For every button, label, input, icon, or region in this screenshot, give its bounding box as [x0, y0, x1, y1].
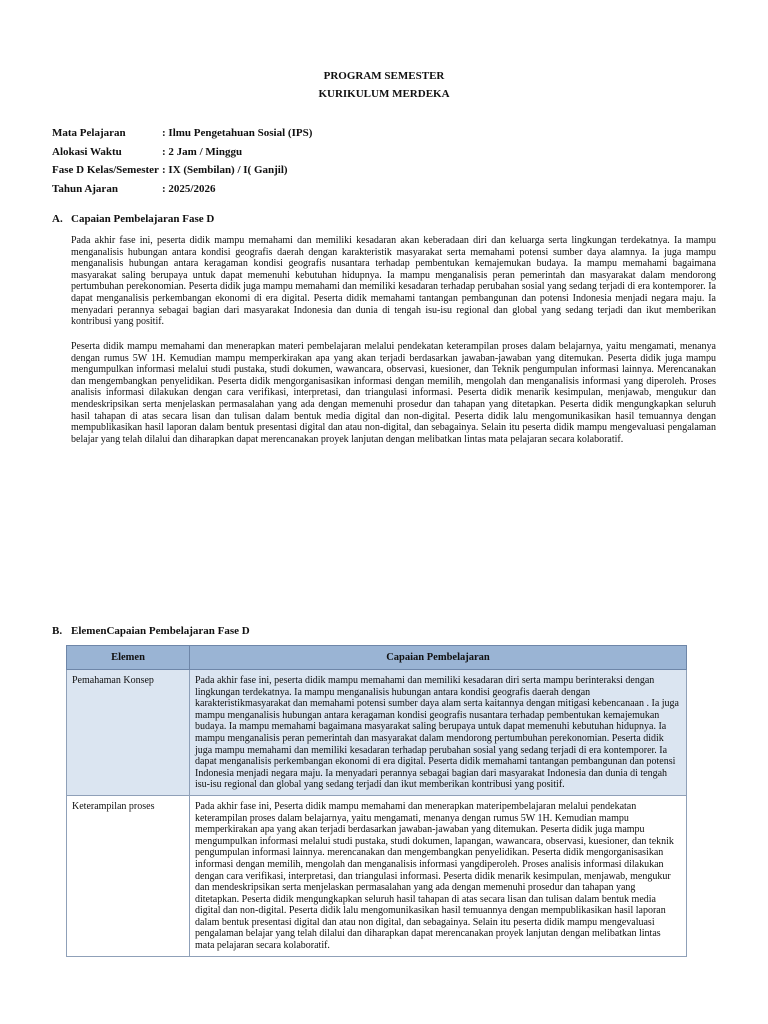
info-value: : Ilmu Pengetahuan Sosial (IPS) [162, 127, 313, 139]
capaian-table [66, 645, 687, 957]
info-row-alokasi-waktu [52, 143, 312, 162]
info-row-fase-kelas-semester [52, 161, 312, 180]
info-label: Mata Pelajaran [52, 127, 126, 139]
table-row [67, 670, 687, 796]
section-number: A. [52, 213, 63, 225]
info-block [52, 124, 312, 198]
document-title: PROGRAM SEMESTER [323, 70, 445, 82]
table-row [67, 795, 687, 956]
table-header-row [67, 646, 687, 670]
section-a-paragraph-2: Peserta didik mampu memahami dan menerapkan materi pembelajaran melalui pendekatan keterampilan proses dalam belajarnya, yaitu mengamati, menanya dengan rumus 5W 1H. Kemudian mampu memperkirakan apa yang akan terjadi berdasarkan jawaban-jawaban yang ditemukan. Peserta didik juga mampu mengumpulkan informasi melalui studi pustaka, studi dokumen, wawancara, observasi, kuesioner, dan Teknik pengumpulan informasi lainnya. Merencanakan dan mengembangkan penyelidikan. Peserta didik mengorganisasikan informasi dengan memilih, mengolah dan menganalisis informasi yang diperoleh. Proses analisis informasi dilakukan dengan cara verifikasi, interpretasi, dan triangulasi informasi. Peserta didik menarik kesimpulan, menjawab, mengukur dan mendeskripsikan serta menjelaskan permasalahan yang ada dengan memenuhi prosedur dan tahapan yang ditetapkan. Peserta didik mengungkapkan seluruh hasil tahapan di atas secara lisan dan tulisan dalam bentuk media digital dan non-digital. Peserta didik lalu mengomunikasikan hasil temuannya dengan mempublikasikan hasil laporan dalam bentuk presentasi digital dan atau non-digital, dan sebagainya. Selain itu peserta didik mampu mengevaluasi pengalaman belajar yang telah dilalui dan diharapkan dapat merencanakan proyek lanjutan dengan melibatkan lintas mata pelajaran secara kolaboratif. [71, 341, 716, 445]
elemen-cell: Pemahaman Konsep [67, 670, 190, 796]
info-value: : 2 Jam / Minggu [162, 145, 243, 158]
section-title: ElemenCapaian Pembelajaran Fase D [71, 625, 250, 637]
section-b-heading [52, 625, 250, 637]
capaian-cell: Pada akhir fase ini, Peserta didik mampu memahami dan menerapkan materipembelajaran melalui pendekatan keterampilan proses dalam belajarnya, yaitu mengamati, menanya dengan rumus 5W 1H. Kemudian mampu memperkirakan apa yang akan terjadi berdasarkan jawaban-jawaban yang ditemukan. Peserta didik juga mampu mengumpulkan informasi melalui studi pustaka, studi dokumen, lapangan, wawancara, observasi, kuesioner, dan teknik pengumpulan informasi lainnya. merencanakan dan mengembangkan penyelidikan. Peserta didik mengorganisasikan informasi dengan memilih, mengolah dan menganalisis informasi yangdiperoleh. Proses analisis informasi dilakukan dengan cara verifikasi, interpretasi, dan triangulasi informasi. Peserta didik menarik kesimpulan, menjawab, mengukur dan mendeskripsikan serta menjelaskan permasalahan yang ada dengan memenuhi prosedur dan tahapan yang ditetapkan. Peserta didik mengungkapkan seluruh hasil tahapan di atas secara lisan dan tulisan dalam bentuk media digital dan non-digital. Peserta didik lalu mengomunikasikan hasil temuannya dengan mempublikasikan hasil laporan dalam bentuk presentasi digital dan atau non digital, dan sebagainya. Selain itu peserta didik mampu mengevaluasi pengalaman belajar yang telah dilalui dan diharapkan dapat merencanakan proyek lanjutan dengan melibatkan lintas mata pelajaran secara kolaboratif. [190, 795, 687, 956]
section-a-heading [52, 213, 214, 225]
column-header-elemen: Elemen [67, 646, 190, 670]
info-row-tahun-ajaran [52, 180, 312, 199]
capaian-cell: Pada akhir fase ini, peserta didik mampu memahami dan memiliki kesadaran diri serta mampu berinteraksi dengan lingkungan terdekatnya. Ia mampu menganalisis hubungan antara kondisi geografis daerah dengan karakteristikmasyarakat dan memahami potensi sumber daya alam serta kaitannya dengan mitigasi kebencanaan . Ia juga mampu menganalisis hubungan antara keragaman kondisi geografis nusantara terhadap pembentukan kemajemukan budaya. Ia mampu memahami bagaimana masyarakat saling berupaya untuk dapat memenuhi kebutuhan hidupnya. Ia mampu menganalisis peran pemerintah dan masyarakat dalam mendorong pertumbuhan perekonomian. Peserta didik juga mampu memahami dan memiliki kesadaran terhadap perubahan sosial yang sedang terjadi di era kontemporer. Ia dapat menganalisis perkembangan ekonomi di era digital. Peserta didik memahami tantangan pembangunan dan potensi Indonesia menjadi negara maju. Ia menyadari perannya sebagai bagian dari masyarakat Indonesia dan dunia di tengah isu-isu regional dan global yang sedang terjadi dan ikut memberikan kontribusi yang positif. [190, 670, 687, 796]
document-subtitle: KURIKULUM MERDEKA [318, 88, 450, 100]
section-title: Capaian Pembelajaran Fase D [71, 213, 215, 225]
info-label: Alokasi Waktu [52, 145, 122, 158]
info-label: Fase D Kelas/Semester [52, 164, 159, 176]
info-row-mata-pelajaran [52, 124, 312, 143]
info-label: Tahun Ajaran [52, 182, 118, 195]
section-number: B. [52, 625, 63, 637]
section-a-paragraph-1: Pada akhir fase ini, peserta didik mampu memahami dan memiliki kesadaran akan keberadaan diri dan keluarga serta lingkungan terdekatnya. Ia mampu menganalisis hubungan antara kondisi geografis daerah dengan karakteristik masyarakat serta memahami potensi sumber daya alamnya. Ia juga mampu menganalisis hubungan antara keragaman kondisi geografis nusantara terhadap pembentukan kemajemukan budaya. Ia mampu memahami bagaimana masyarakat saling berupaya untuk dapat memenuhi kebutuhan hidupnya. Ia mampu menganalisis peran pemerintah dan masyarakat dalam mendorong pertumbuhan perekonomian. Peserta didik juga mampu memahami dan memiliki kesadaran terhadap perubahan sosial yang sedang terjadi di era kontemporer. Ia dapat menganalisis perkembangan ekonomi di era digital. Peserta didik memahami tantangan pembangunan dan potensi Indonesia menjadi negara maju. Ia menyadari perannya sebagai bagian dari masyarakat Indonesia dan dunia di tengah isu-isu regional dan global yang sedang terjadi dan ikut memberikan kontribusi yang positif. [71, 235, 716, 328]
elemen-cell: Keterampilan proses [67, 795, 190, 956]
column-header-capaian: Capaian Pembelajaran [190, 646, 687, 670]
info-value: : 2025/2026 [162, 182, 216, 195]
info-value: : IX (Sembilan) / I( Ganjil) [162, 164, 288, 176]
